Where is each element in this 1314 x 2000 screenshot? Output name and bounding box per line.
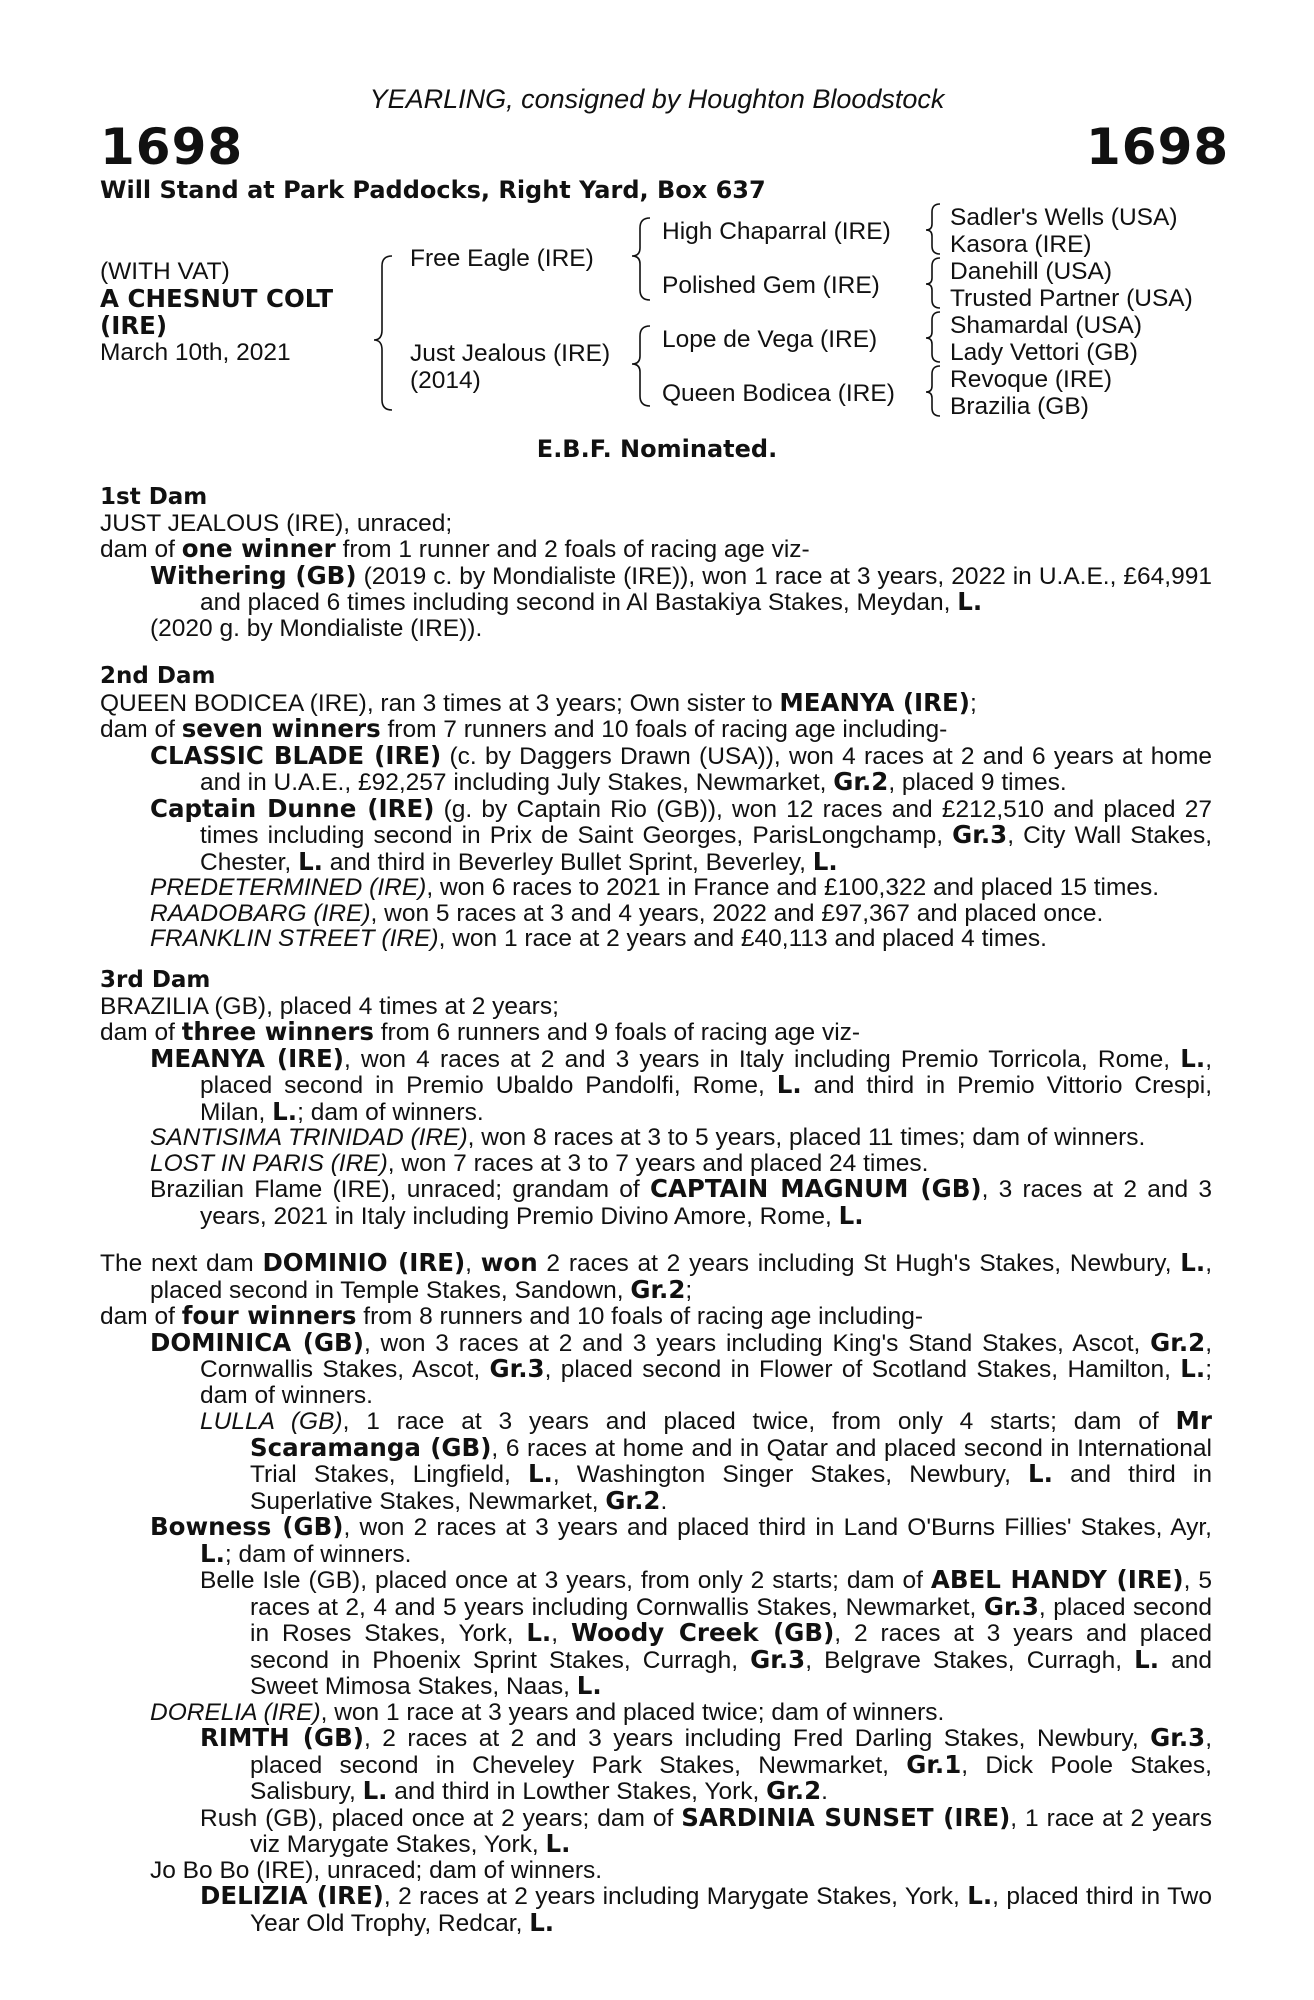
lot-number-left: 1698	[100, 118, 244, 176]
gg-dam-1: Kasora (IRE)	[950, 231, 1092, 258]
dam-produce-summary: dam of one winner from 1 runner and 2 foals of racing age viz-	[100, 534, 810, 563]
dam-produce-summary: dam of three winners from 6 runners and 9 foals of racing age viz-	[100, 1017, 861, 1046]
dam-line: JUST JEALOUS (IRE), unraced;	[100, 509, 453, 537]
gg-dam-2: Trusted Partner (USA)	[950, 285, 1193, 312]
ebf-nomination: E.B.F. Nominated.	[536, 435, 778, 463]
sire-dam: Polished Gem (IRE)	[662, 272, 880, 299]
produce-entry: DORELIA (IRE), won 1 race at 3 years and placed twice; dam of winners.	[150, 1698, 945, 1726]
produce-entry: DOMINICA (GB), won 3 races at 2 and 3 years including King's Stand Stakes, Ascot, Gr.2, Cornwallis Stakes, Ascot, Gr.3, placed second in Flower of Scotland Stakes, Hamilton, L.; dam of winners.	[150, 1327, 1213, 1409]
section-heading: 1st Dam	[100, 484, 208, 510]
produce-entry: (2020 g. by Mondialiste (IRE)).	[150, 614, 483, 642]
produce-entry: MEANYA (IRE), won 4 races at 2 and 3 years in Italy including Premio Torricola, Rome, L., placed second in Premio Ubaldo Pandolfi, Rome, L. and third in Premio Vittorio Crespi, Milan, L.; dam of winners.	[150, 1043, 1212, 1126]
horse-description: A CHESNUT COLT	[100, 284, 334, 313]
produce-entry: LOST IN PARIS (IRE), won 7 races at 3 to 7 years and placed 24 times.	[150, 1149, 929, 1177]
foaling-date: March 10th, 2021	[100, 339, 291, 366]
first-dam-section	[100, 485, 1212, 641]
gg-sire-3: Shamardal (USA)	[950, 312, 1142, 339]
dam-produce-summary: dam of four winners from 8 runners and 10 foals of racing age including-	[100, 1301, 924, 1330]
produce-entry: Withering (GB) (2019 c. by Mondialiste (IRE)), won 1 race at 3 years, 2022 in U.A.E., £64,991 and placed 6 times including second in Al Bastakiya Stakes, Meydan, L.	[150, 560, 1212, 616]
produce-entry: Jo Bo Bo (IRE), unraced; dam of winners.	[150, 1856, 603, 1884]
gg-sire-2: Danehill (USA)	[950, 258, 1113, 285]
lot-number-right: 1698	[1086, 118, 1230, 176]
produce-entry: Bowness (GB), won 2 races at 3 years and placed third in Land O'Burns Fillies' Stakes, Ayr, L.; dam of winners.	[150, 1512, 1212, 1568]
produce-entry: RIMTH (GB), 2 races at 2 and 3 years including Fred Darling Stakes, Newbury, Gr.3, placed second in Cheveley Park Stakes, Newmarket, Gr.1, Dick Poole Stakes, Salisbury, L. and third in Lowther Stakes, York, Gr.2.	[200, 1723, 1212, 1805]
gg-sire-1: Sadler's Wells (USA)	[950, 204, 1178, 231]
third-dam-section	[100, 968, 1212, 1229]
stand-location: Will Stand at Park Paddocks, Right Yard, Box 637	[100, 176, 766, 204]
dam-year: (2014)	[410, 367, 481, 394]
sire-sire: High Chaparral (IRE)	[662, 218, 891, 245]
vat-note: (WITH VAT)	[100, 258, 230, 285]
sire: Free Eagle (IRE)	[410, 245, 594, 272]
produce-entry: SANTISIMA TRINIDAD (IRE), won 8 races at 3 to 5 years, placed 11 times; dam of winners.	[150, 1124, 1146, 1151]
second-dam-section	[100, 664, 1212, 952]
produce-entry: Captain Dunne (IRE) (g. by Captain Rio (GB)), won 12 races and £212,510 and placed 27 times including second in Prix de Saint Georges, ParisLongchamp, Gr.3, City Wall Stakes, Chester, L. and third in Beverley Bullet Sprint, Beverley, L.	[150, 793, 1213, 876]
dam-line: BRAZILIA (GB), placed 4 times at 2 years;	[100, 992, 559, 1020]
dam: Just Jealous (IRE)	[410, 340, 611, 367]
produce-entry: FRANKLIN STREET (IRE), won 1 race at 2 years and £40,113 and placed 4 times.	[150, 925, 1047, 952]
horse-breed: (IRE)	[100, 311, 168, 340]
next-dam-section	[100, 1250, 1212, 1936]
produce-entry: Brazilian Flame (IRE), unraced; grandam of CAPTAIN MAGNUM (GB), 3 races at 2 and 3 years, 2021 in Italy including Premio Divino Amore, Rome, L.	[150, 1174, 1212, 1230]
dam-sire: Lope de Vega (IRE)	[662, 326, 878, 353]
produce-entry: RAADOBARG (IRE), won 5 races at 3 and 4 years, 2022 and £97,367 and placed once.	[150, 899, 1104, 927]
dam-produce-summary: dam of seven winners from 7 runners and 10 foals of racing age including-	[100, 714, 948, 743]
produce-entry: PREDETERMINED (IRE), won 6 races to 2021 in France and £100,322 and placed 15 times.	[150, 874, 1160, 901]
dam-line: QUEEN BODICEA (IRE), ran 3 times at 3 years; Own sister to MEANYA (IRE);	[100, 687, 977, 717]
gg-dam-3: Lady Vettori (GB)	[950, 339, 1138, 366]
dam-line: The next dam DOMINIO (IRE), won 2 races at 2 years including St Hugh's Stakes, Newbury, L., placed second in Temple Stakes, Sandown, Gr.2;	[100, 1248, 1212, 1304]
produce-entry: CLASSIC BLADE (IRE) (c. by Daggers Drawn (USA)), won 4 races at 2 and 6 years at home and in U.A.E., £92,257 including July Stakes, Newmarket, Gr.2, placed 9 times.	[150, 740, 1212, 796]
produce-entry: Rush (GB), placed once at 2 years; dam of SARDINIA SUNSET (IRE), 1 race at 2 years viz Marygate Stakes, York, L.	[200, 1802, 1212, 1858]
produce-entry: DELIZIA (IRE), 2 races at 2 years including Marygate Stakes, York, L., placed third in Two Year Old Trophy, Redcar, L.	[200, 1881, 1212, 1937]
produce-entry: LULLA (GB), 1 race at 3 years and placed twice, from only 4 starts; dam of Mr Scaramanga (GB), 6 races at home and in Qatar and placed second in International Trial Stakes, Lingfield, L., Washington Singer Stakes, Newbury, L. and third in Superlative Stakes, Newmarket, Gr.2.	[200, 1406, 1213, 1515]
dam-dam: Queen Bodicea (IRE)	[662, 380, 895, 407]
gg-dam-4: Brazilia (GB)	[950, 393, 1089, 420]
section-heading: 2nd Dam	[100, 663, 216, 689]
gg-sire-4: Revoque (IRE)	[950, 366, 1113, 393]
section-heading: 3rd Dam	[100, 967, 211, 993]
consignment-header: YEARLING, consigned by Houghton Bloodstock	[369, 84, 945, 114]
produce-entry: Belle Isle (GB), placed once at 3 years, from only 2 starts; dam of ABEL HANDY (IRE), 5 races at 2, 4 and 5 years including Cornwallis Stakes, Newmarket, Gr.3, placed second in Roses Stakes, York, L., Woody Creek (GB), 2 races at 3 years and placed second in Phoenix Sprint Stakes, Curragh, Gr.3, Belgrave Stakes, Curragh, L. and Sweet Mimosa Stakes, Naas, L.	[200, 1565, 1213, 1700]
